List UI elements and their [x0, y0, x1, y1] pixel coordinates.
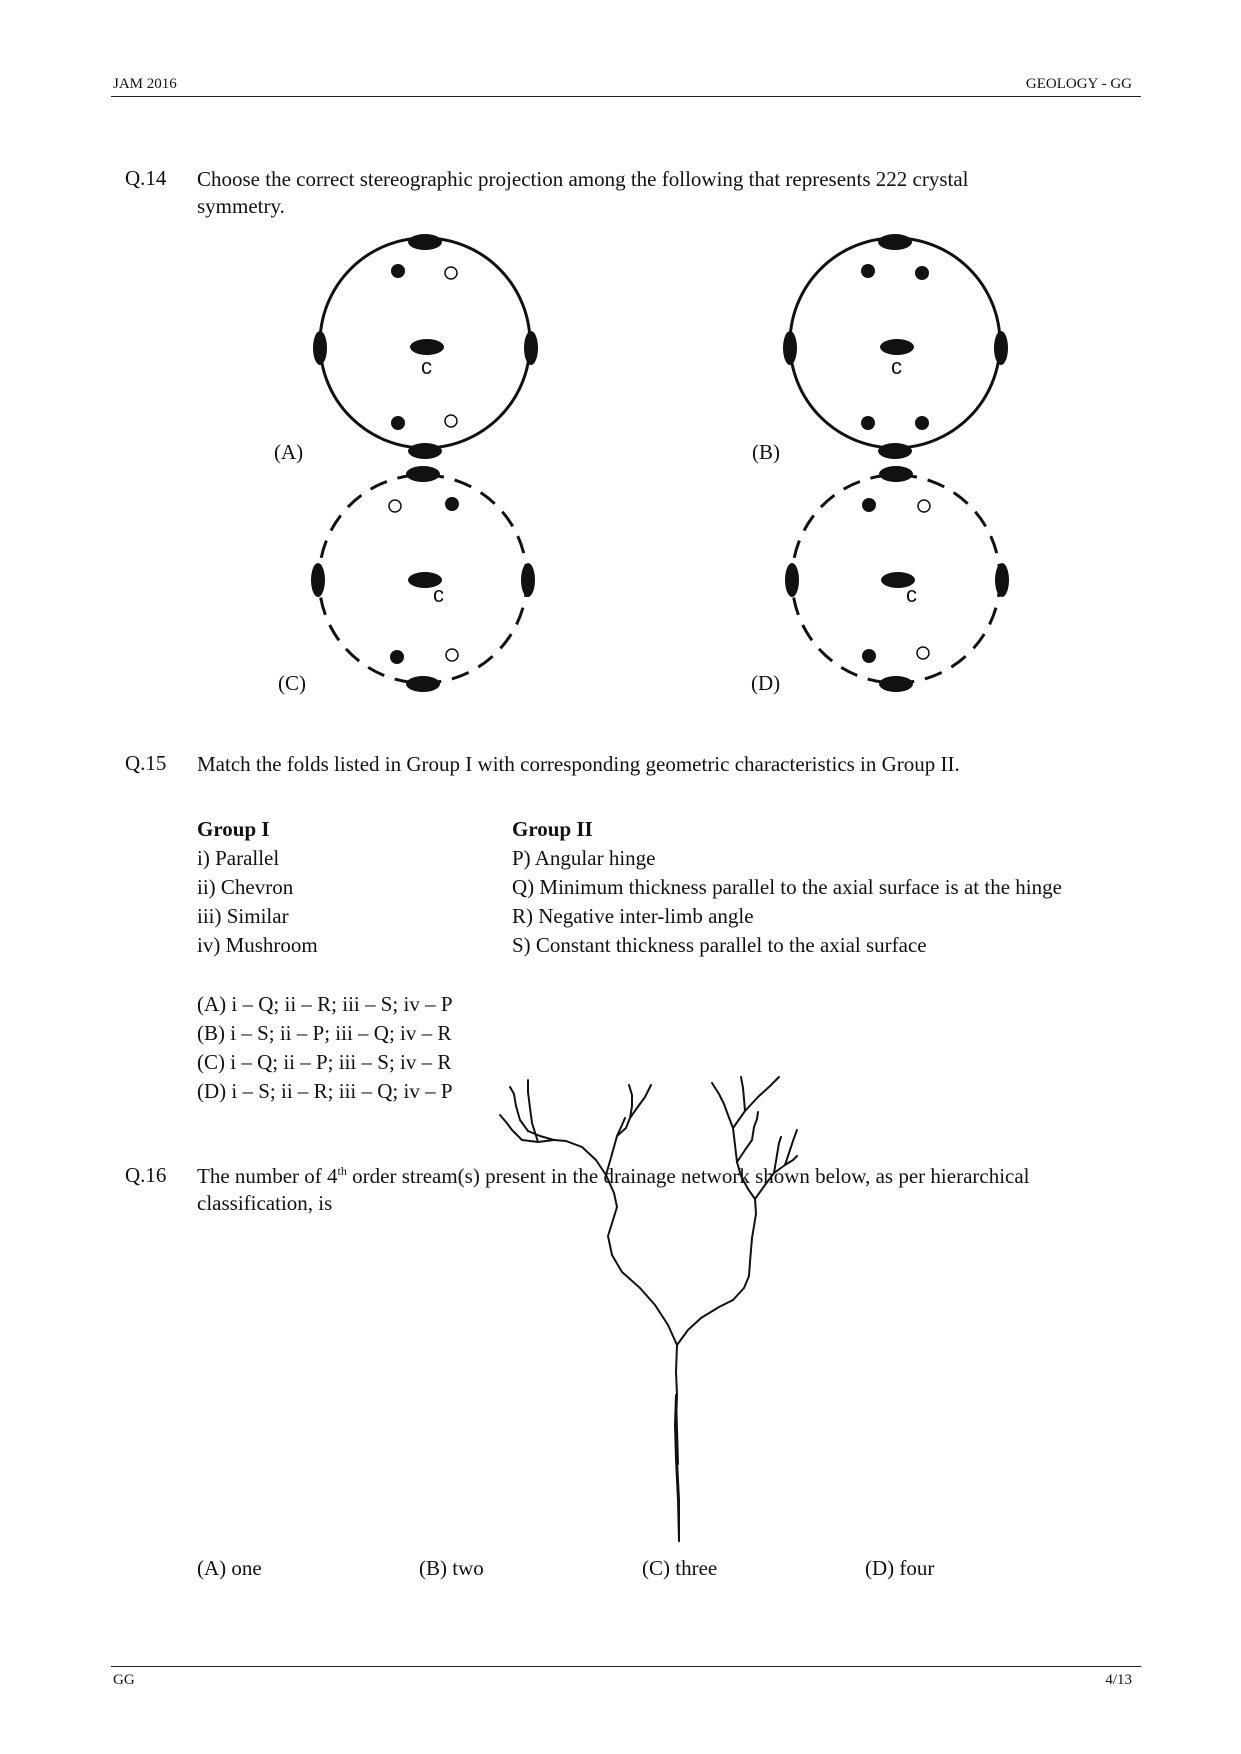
center-label: c — [421, 354, 432, 379]
twofold-axis-right — [524, 331, 538, 365]
q16-option-b[interactable]: (B) two — [419, 1556, 484, 1580]
stereogram-b — [783, 234, 1008, 459]
center-label: c — [906, 582, 917, 607]
q14-option-b[interactable]: (B) — [752, 440, 780, 464]
twofold-axis-right — [995, 563, 1009, 597]
pole-open — [445, 267, 457, 279]
pole-open — [917, 647, 929, 659]
q14-text-line1: Choose the correct stereographic projection among the following that represents 222 crystal — [197, 167, 969, 191]
footer-right: 4/13 — [1105, 1672, 1132, 1688]
center-label: c — [891, 354, 902, 379]
group2-title: Group II — [512, 817, 593, 841]
group2-item: Q) Minimum thickness parallel to the axial surface is at the hinge — [512, 875, 1062, 899]
q16-option-d[interactable]: (D) four — [865, 1556, 935, 1580]
pole-filled — [915, 266, 929, 280]
pole-filled — [390, 650, 404, 664]
pole-filled — [861, 264, 875, 278]
twofold-axis-bottom — [878, 443, 912, 459]
q14-text-line2: symmetry. — [197, 194, 285, 218]
twofold-axis-left — [313, 331, 327, 365]
center-label: c — [433, 582, 444, 607]
q16-sup: th — [337, 1164, 347, 1178]
q15-option-d[interactable]: (D) i – S; ii – R; iii – Q; iv – P — [197, 1079, 453, 1103]
tributary — [737, 1112, 758, 1162]
twofold-axis-left — [783, 331, 797, 365]
pole-filled — [391, 264, 405, 278]
q16-text-before: The number of 4 — [197, 1164, 338, 1188]
pole-filled — [862, 649, 876, 663]
tributary — [528, 1080, 538, 1142]
q14-number: Q.14 — [125, 166, 167, 190]
header-right: GEOLOGY - GG — [1025, 76, 1132, 92]
twofold-axis-right — [994, 331, 1008, 365]
footer-left: GG — [113, 1672, 135, 1688]
q16-option-a[interactable]: (A) one — [197, 1556, 262, 1580]
twofold-axis-top — [406, 466, 440, 482]
group2-item: P) Angular hinge — [512, 846, 656, 870]
q14-option-c[interactable]: (C) — [278, 671, 306, 695]
twofold-axis-center — [410, 339, 444, 355]
group1-item: iv) Mushroom — [197, 933, 318, 957]
twofold-axis-bottom — [879, 676, 913, 692]
q16-number: Q.16 — [125, 1163, 167, 1187]
pole-open — [446, 649, 458, 661]
group2-item: S) Constant thickness parallel to the axial surface — [512, 933, 927, 957]
stereogram-a — [313, 234, 538, 459]
twofold-axis-top — [879, 466, 913, 482]
tributary — [500, 1115, 554, 1142]
footer-rule — [111, 1666, 1141, 1667]
tributary — [785, 1130, 797, 1165]
tributary — [712, 1083, 737, 1162]
group2-item: R) Negative inter-limb angle — [512, 904, 754, 928]
q15-number: Q.15 — [125, 751, 167, 775]
pole-filled — [445, 497, 459, 511]
twofold-axis-left — [785, 563, 799, 597]
pole-open — [445, 415, 457, 427]
twofold-axis-top — [408, 234, 442, 250]
q16-text-line2: classification, is — [197, 1191, 333, 1215]
stereographic-projections — [0, 0, 1241, 720]
pole-open — [918, 500, 930, 512]
group1-item: i) Parallel — [197, 846, 280, 870]
q15-option-c[interactable]: (C) i – Q; ii – P; iii – S; iv – R — [197, 1050, 452, 1074]
twofold-axis-bottom — [408, 443, 442, 459]
twofold-axis-center — [880, 339, 914, 355]
main-trunk — [676, 1345, 679, 1541]
stereogram-c — [311, 466, 535, 692]
main-trunk — [675, 1395, 679, 1541]
q16-text — [197, 1163, 1137, 1217]
pole-filled — [862, 498, 876, 512]
q16-option-c[interactable]: (C) three — [642, 1556, 718, 1580]
q14-option-a[interactable]: (A) — [274, 440, 304, 464]
header-left: JAM 2016 — [113, 76, 177, 92]
tributary — [741, 1077, 745, 1111]
tributary — [617, 1085, 632, 1136]
pole-filled — [861, 416, 875, 430]
pole-open — [389, 500, 401, 512]
tributary — [733, 1077, 779, 1128]
q15-option-b[interactable]: (B) i – S; ii – P; iii – Q; iv – R — [197, 1021, 452, 1045]
group1-item: ii) Chevron — [197, 875, 294, 899]
group1-item: iii) Similar — [197, 904, 289, 928]
q14-option-d[interactable]: (D) — [751, 671, 781, 695]
twofold-axis-top — [878, 234, 912, 250]
stereogram-d — [785, 466, 1009, 692]
twofold-axis-bottom — [406, 676, 440, 692]
group1-title: Group I — [197, 817, 270, 841]
pole-filled — [391, 416, 405, 430]
q15-text: Match the folds listed in Group I with corresponding geometric characteristics in Group II. — [197, 752, 960, 776]
q15-option-a[interactable]: (A) i – Q; ii – R; iii – S; iv – P — [197, 992, 453, 1016]
q16-text-after: order stream(s) present in the drainage network shown below, as per hierarchical — [346, 1164, 1030, 1188]
twofold-axis-left — [311, 563, 325, 597]
tributary — [630, 1085, 651, 1118]
tributary — [510, 1087, 554, 1140]
twofold-axis-right — [521, 563, 535, 597]
pole-filled — [915, 416, 929, 430]
